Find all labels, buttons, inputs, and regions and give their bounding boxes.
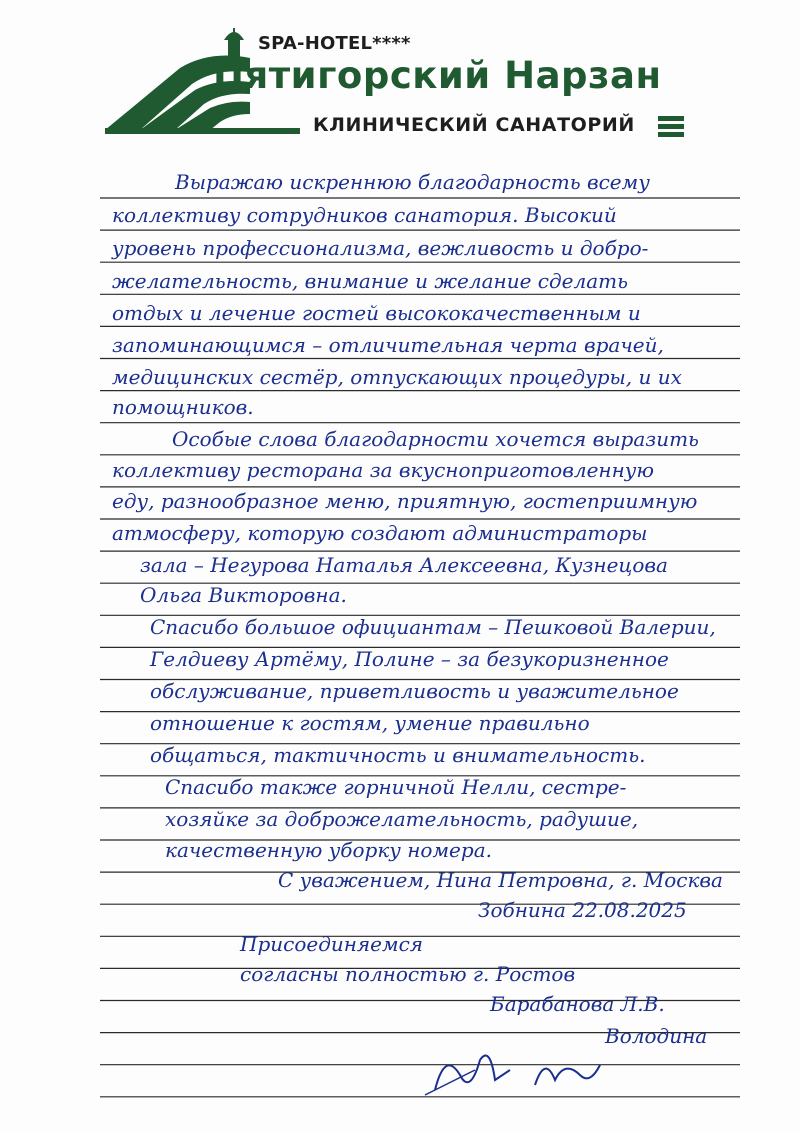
hotel-subtitle: КЛИНИЧЕСКИЙ САНАТОРИЙ	[313, 114, 635, 136]
letter-line: отдых и лечение гостей высококачественным и	[112, 301, 641, 325]
letter-line: Выражаю искреннюю благодарность всему	[175, 170, 650, 194]
date-line: Зобнина 22.08.2025	[478, 898, 687, 922]
letter-line: отношение к гостям, умение правильно	[150, 711, 590, 735]
letter-line: коллективу сотрудников санатория. Высокий	[112, 203, 617, 227]
letter-line: Присоединяемся	[240, 932, 424, 956]
letter-line: обслуживание, приветливость и уважительное	[150, 679, 679, 703]
letter-line: зала – Негурова Наталья Алексеевна, Кузнецова	[140, 553, 668, 577]
letter-line: запоминающимся – отличительная черта врачей,	[112, 333, 664, 357]
spa-hotel-label: SPA-HOTEL****	[258, 33, 411, 54]
signature-name: Володина	[605, 1024, 708, 1048]
letter-line: хозяйке за доброжелательность, радушие,	[165, 807, 639, 831]
letter-line: Спасибо большое официантам – Пешковой Валерии,	[150, 615, 716, 639]
signature-line: С уважением, Нина Петровна, г. Москва	[278, 868, 723, 892]
letter-line: Спасибо также горничной Нелли, сестре-	[165, 775, 627, 799]
letter-line: уровень профессионализма, вежливость и добро-	[112, 236, 649, 260]
letter-line: Гелдиеву Артёму, Полине – за безукоризненное	[150, 647, 669, 671]
letter-line: общаться, тактичность и внимательность.	[150, 743, 646, 767]
letter-line: атмосферу, которую создают администраторы	[112, 521, 648, 545]
signature-name: Барабанова Л.В.	[490, 992, 665, 1016]
letter-line: качественную уборку номера.	[165, 838, 492, 862]
letter-line: помощников.	[112, 395, 254, 419]
letter-line: Особые слова благодарности хочется выразить	[172, 427, 699, 451]
letter-line: медицинских сестёр, отпускающих процедуры, и их	[112, 365, 682, 389]
letter-line: Ольга Викторовна.	[140, 583, 347, 607]
hotel-name: Пятигорский Нарзан	[213, 54, 662, 97]
letter-line: еду, разнообразное меню, приятную, гостеприимную	[112, 489, 698, 513]
letter-line: желательность, внимание и желание сделать	[112, 269, 629, 293]
handwritten-signatures	[415, 1040, 715, 1100]
letter-line: коллективу ресторана за вкусноприготовленную	[112, 458, 654, 482]
letter-line: согласны полностью г. Ростов	[240, 962, 576, 986]
